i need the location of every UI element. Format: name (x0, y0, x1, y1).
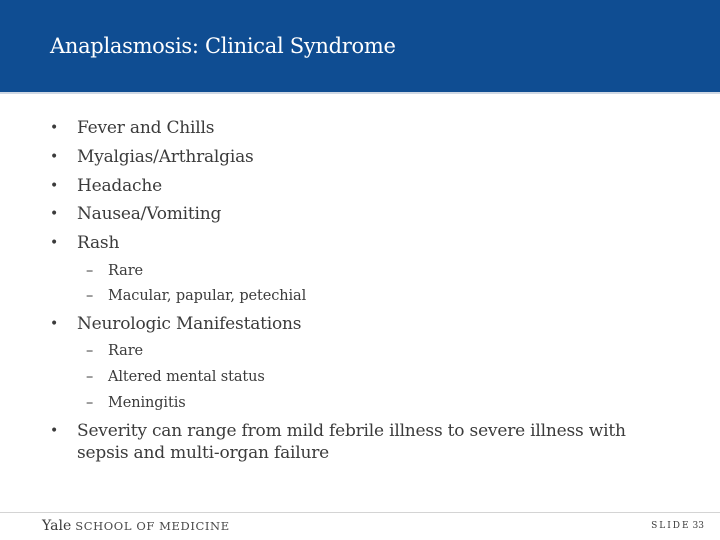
sub-bullet-text: Rare (108, 263, 144, 279)
sub-bullet-item (86, 286, 306, 306)
yale-wordmark: Yale (42, 518, 72, 534)
sub-bullet-text: Meningitis (108, 395, 186, 411)
bullet-marker: • (50, 149, 59, 165)
sub-bullet-marker: – (86, 263, 94, 279)
sub-bullet-text: Rare (108, 343, 144, 359)
sub-bullet-item (86, 341, 143, 361)
slide-number: 33 (692, 521, 704, 531)
footer-logo (42, 518, 230, 534)
sub-bullet-marker: – (86, 343, 94, 359)
sub-bullet-marker: – (86, 395, 94, 411)
bullet-marker: • (50, 316, 59, 332)
sub-bullet-marker: – (86, 288, 94, 304)
bullet-marker: • (50, 423, 59, 439)
footer-divider (0, 512, 720, 513)
slide-title: Anaplasmosis: Clinical Syndrome (50, 34, 396, 58)
school-name: SCHOOL OF MEDICINE (75, 519, 230, 533)
sub-bullet-item (86, 367, 265, 387)
slide-label: SLIDE (651, 521, 691, 531)
bullet-marker: • (50, 206, 59, 222)
bullet-text: Myalgias/Arthralgias (77, 147, 254, 167)
sub-bullet-item (86, 261, 143, 281)
bullet-text: Rash (77, 233, 120, 253)
bullet-marker: • (50, 120, 59, 136)
bullet-text: Fever and Chills (77, 118, 215, 138)
sub-bullet-marker: – (86, 369, 94, 385)
sub-bullet-text: Altered mental status (108, 369, 265, 385)
sub-bullet-item (86, 393, 186, 413)
header-bar (0, 0, 720, 92)
bullet-marker: • (50, 235, 59, 251)
bullet-text: Headache (77, 176, 162, 196)
bullet-text: Nausea/Vomiting (77, 204, 222, 224)
bullet-text: Neurologic Manifestations (77, 314, 302, 334)
bullet-marker: • (50, 178, 59, 194)
header-divider (0, 92, 720, 94)
sub-bullet-text: Macular, papular, petechial (108, 288, 307, 304)
bullet-text: Severity can range from mild febrile illness to severe illness with sepsis and multi-organ failure (77, 421, 626, 463)
slide-number-label (651, 521, 704, 531)
